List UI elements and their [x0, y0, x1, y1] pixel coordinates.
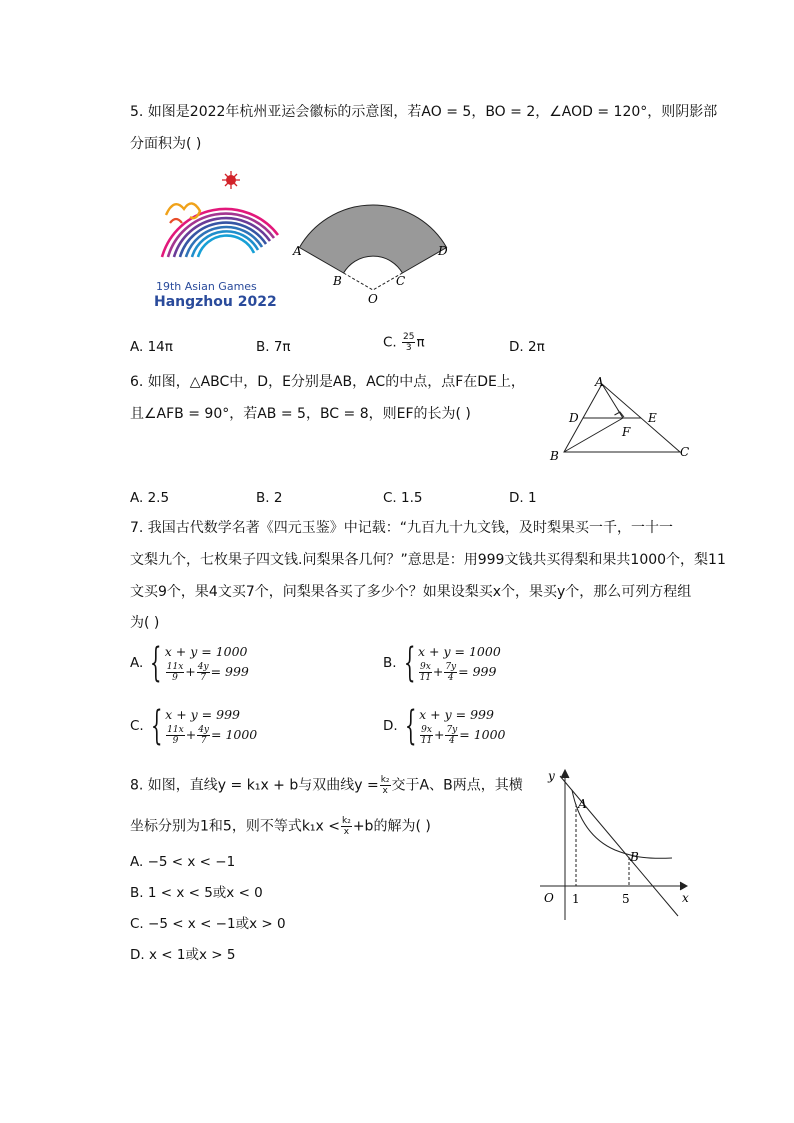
q5-figure — [140, 165, 470, 315]
label-D: D — [569, 411, 579, 425]
q5-stem-line2: 分面积为( ) — [130, 136, 202, 152]
logo-text2: Hangzhou 2022 — [154, 294, 277, 310]
q7-option-b[interactable]: B. { x + y = 1000 $\frac{9x}{11}$ + $\frac{7y}{4}$ = 999 — [383, 639, 501, 686]
q6-option-a[interactable]: A. 2.5 — [130, 490, 170, 506]
q8-option-d[interactable]: D. x < 1或x > 5 — [130, 947, 236, 963]
q5-option-a[interactable]: A. 14π — [130, 339, 173, 355]
label-B: B — [630, 850, 639, 864]
q7-stem-line3: 文买9个，果4文买7个，问梨果各买了多少个？如果设梨买x个，果买y个，那么可列方程组 — [130, 584, 692, 600]
logo-text1: 19th Asian Games — [156, 280, 257, 293]
q8-option-c[interactable]: C. −5 < x < −1或x > 0 — [130, 916, 286, 932]
q6-stem-line2: 且∠AFB = 90°，若AB = 5，BC = 8，则EF的长为( ) — [130, 406, 471, 422]
tick-5: 5 — [622, 892, 630, 906]
shaded-annular-sector — [299, 205, 446, 273]
label-A: A — [595, 375, 604, 389]
q5-option-d[interactable]: D. 2π — [509, 339, 545, 355]
label-O: O — [544, 891, 554, 905]
label-y: y — [548, 769, 555, 783]
q5-option-c-fraction: $\frac{25}{3}$ — [403, 332, 415, 353]
q5-option-c[interactable]: C. $\frac{25}{3}$ π — [383, 332, 425, 353]
q7-option-c[interactable]: C. { x + y = 999 $\frac{11x}{9}$ + $\frac{4y}{7}$ = 1000 — [130, 702, 258, 749]
q6-option-b[interactable]: B. 2 — [256, 490, 283, 506]
q8-stem-line2: 坐标分别为1和5，则不等式k₁x < $\frac{\text{k₂}}{x}$ +b的解为( ) — [130, 816, 431, 837]
q5-option-b[interactable]: B. 7π — [256, 339, 291, 355]
label-E: E — [648, 411, 657, 425]
q6-figure — [540, 372, 700, 464]
q7-stem-line1: 7. 我国古代数学名著《四元玉鉴》中记载：“九百九十九文钱，及时梨果买一千，一十一 — [130, 520, 674, 536]
tick-1: 1 — [572, 892, 580, 906]
hyperbola-curve — [572, 790, 672, 858]
q7-option-a[interactable]: A. { x + y = 1000 $\frac{11x}{9}$ + $\frac{4y}{7}$ = 999 — [130, 639, 249, 686]
q8-option-a[interactable]: A. −5 < x < −1 — [130, 854, 236, 870]
label-B: B — [333, 274, 342, 288]
label-D: D — [438, 244, 448, 258]
label-x: x — [682, 891, 689, 905]
label-A: A — [293, 244, 302, 258]
q8-figure — [520, 760, 700, 925]
label-C: C — [680, 445, 690, 459]
label-B: B — [550, 449, 559, 463]
q6-option-d[interactable]: D. 1 — [509, 490, 537, 506]
label-F: F — [622, 425, 631, 439]
q6-stem-line1: 6. 如图，△ABC中，D，E分别是AB，AC的中点，点F在DE上， — [130, 374, 525, 390]
logo-sun-icon — [222, 171, 240, 189]
label-O: O — [368, 292, 378, 306]
q8-stem-line1: 8. 如图，直线y = k₁x + b与双曲线y = $\frac{\text{k₂}}{x}$ 交于A、B两点，其横 — [130, 775, 523, 796]
q7-stem-line4: 为( ) — [130, 615, 160, 631]
q6-option-c[interactable]: C. 1.5 — [383, 490, 423, 506]
logo-arcs-icon — [162, 203, 278, 257]
label-C: C — [396, 274, 406, 288]
q7-stem-line2: 文梨九个，七枚果子四文钱.问梨果各几何？”意思是：用999文钱共买得梨和果共1000个，梨11 — [130, 552, 726, 568]
q7-option-d[interactable]: D. { x + y = 999 $\frac{9x}{11}$ + $\frac{7y}{4}$ = 1000 — [383, 702, 506, 749]
q8-option-b[interactable]: B. 1 < x < 5或x < 0 — [130, 885, 263, 901]
label-A: A — [578, 797, 587, 811]
q5-stem-line1: 5. 如图是2022年杭州亚运会徽标的示意图，若AO = 5，BO = 2，∠AOD = 120°，则阴影部 — [130, 104, 718, 120]
dashed-radii — [344, 273, 406, 290]
